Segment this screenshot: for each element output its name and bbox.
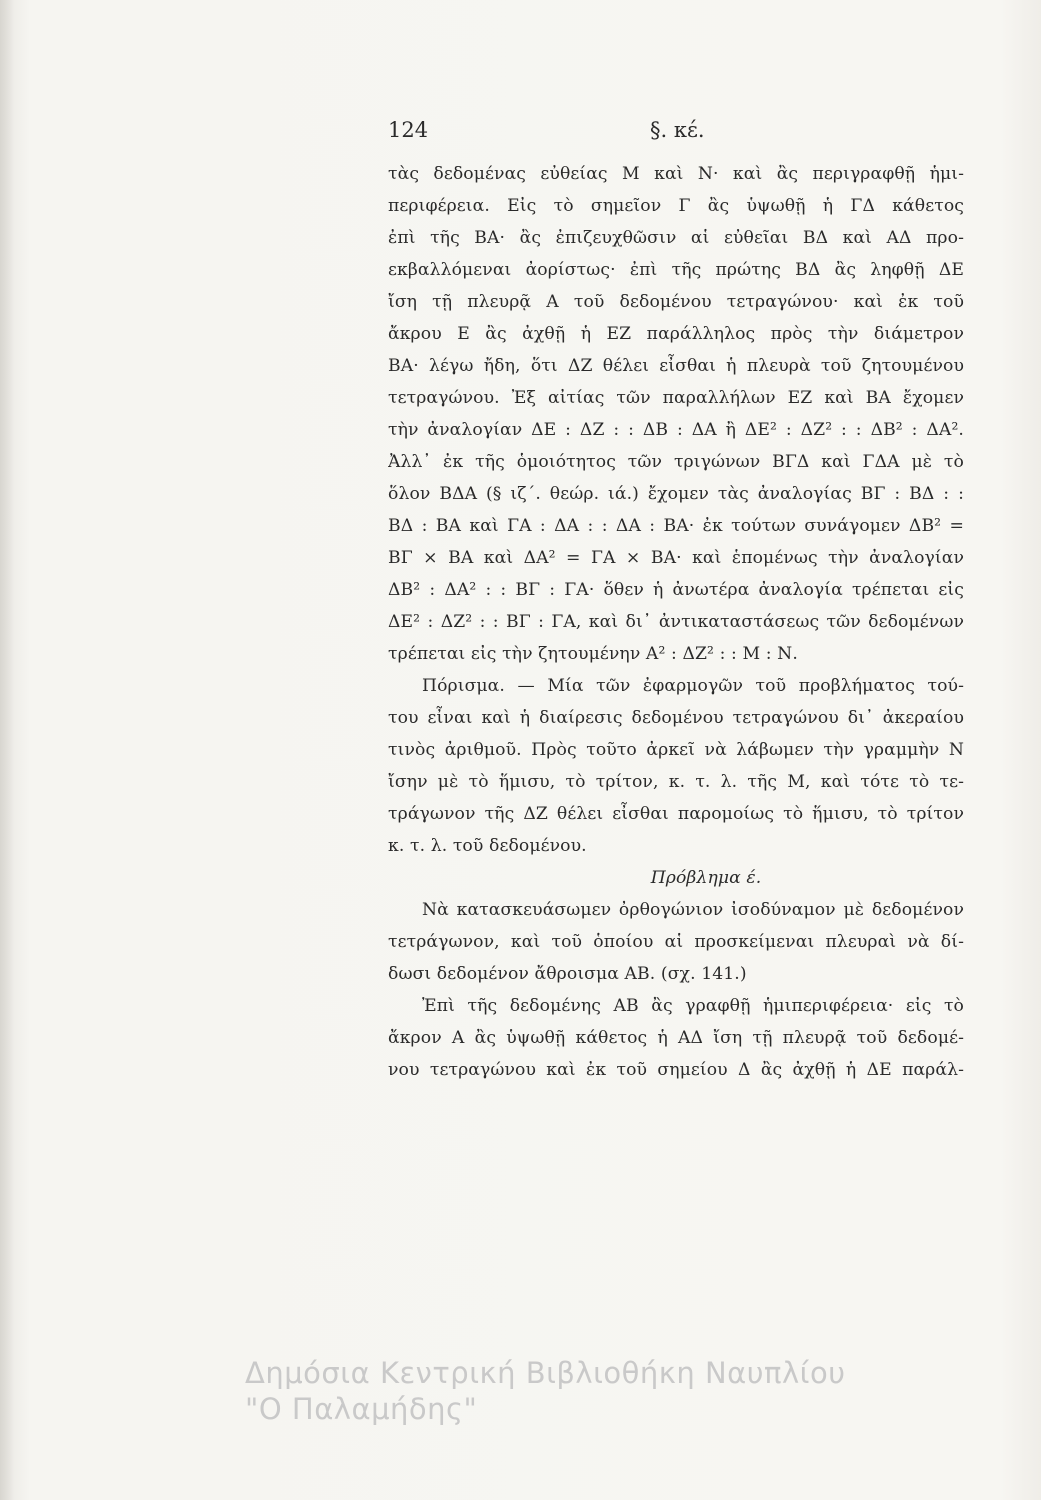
text-line: περιφέρεια. Εἰς τὸ σημεῖον Γ ἂς ὑψωθῇ ἡ ΓΔ κάθετος [388,196,964,216]
text-line: του εἶναι καὶ ἡ διαίρεσις δεδομένου τετραγώνου δι᾿ ἀκεραίου [388,708,964,728]
text-line: νου τετραγώνου καὶ ἐκ τοῦ σημείου Δ ἂς ἀχθῇ ἡ ΔΕ παράλ- [388,1060,964,1080]
page-header [388,118,768,148]
corollary-start-line: Πόρισμα. — Μία τῶν ἐφαρμογῶν τοῦ προβλήματος τού- [422,676,964,696]
body-text [388,158,964,1086]
text-line: τράγωνον τῆς ΔΖ θέλει εἶσθαι παρομοίως τὸ ἥμισυ, τὸ τρίτον [388,804,964,824]
text-line: τὴν ἀναλογίαν ΔΕ : ΔΖ : : ΔΒ : ΔΑ ἢ ΔΕ² : ΔΖ² : : ΔΒ² : ΔΑ². [388,420,964,440]
text-line: ΔΕ² : ΔΖ² : : ΒΓ : ΓΑ, καὶ δι᾿ ἀντικαταστάσεως τῶν δεδομένων [388,612,964,632]
text-line: τινὸς ἀριθμοῦ. Πρὸς τοῦτο ἀρκεῖ νὰ λάβωμεν τὴν γραμμὴν Ν [388,740,964,760]
text-line: εκβαλλόμεναι ἀορίστως· ἐπὶ τῆς πρώτης ΒΔ ἂς ληφθῇ ΔΕ [388,260,964,280]
section-heading: §. κέ. [650,118,705,142]
text-line: ΒΔ : ΒΑ καὶ ΓΑ : ΔΑ : : ΔΑ : ΒΑ· ἐκ τούτων συνάγομεν ΔΒ² = [388,516,964,536]
text-line: ἴσην μὲ τὸ ἥμισυ, τὸ τρίτον, κ. τ. λ. τῆς Μ, καὶ τότε τὸ τε- [388,772,964,792]
text-line: τετραγώνου. Ἐξ αἰτίας τῶν παραλλήλων ΕΖ καὶ ΒΑ ἔχομεν [388,388,964,408]
text-line: ἴση τῇ πλευρᾷ Α τοῦ δεδομένου τετραγώνου· καὶ ἐκ τοῦ [388,292,964,312]
problem-heading: Πρόβλημα έ. [650,868,762,888]
text-line: Ἀλλ᾿ ἐκ τῆς ὁμοιότητος τῶν τριγώνων ΒΓΔ καὶ ΓΔΑ μὲ τὸ [388,452,964,472]
library-watermark [245,1355,1005,1427]
text-line: Ἐπὶ τῆς δεδομένης ΑΒ ἂς γραφθῇ ἡμιπεριφέρεια· εἰς τὸ [422,996,964,1016]
text-line: δωσι δεδομένον ἄθροισμα ΑΒ. (σχ. 141.) [388,964,747,984]
text-line: τρέπεται εἰς τὴν ζητουμένην Α² : ΔΖ² : : Μ : Ν. [388,644,798,664]
text-line: ΒΓ × ΒΑ καὶ ΔΑ² = ΓΑ × ΒΑ· καὶ ἑπομένως τὴν ἀναλογίαν [388,548,964,568]
page-edge-shadow [0,0,14,1500]
text-line: ἄκρου Ε ἂς ἀχθῇ ἡ ΕΖ παράλληλος πρὸς τὴν διάμετρον [388,324,964,344]
text-line: τὰς δεδομένας εὐθείας Μ καὶ Ν· καὶ ἂς περιγραφθῇ ἡμι- [388,164,964,184]
text-line: ὅλον ΒΔΑ (§ ιζ΄. θεώρ. ιά.) ἔχομεν τὰς ἀναλογίας ΒΓ : ΒΔ : : [388,484,964,504]
text-line: τετράγωνον, καὶ τοῦ ὁποίου αἱ προσκείμεναι πλευραὶ νὰ δί- [388,932,964,952]
text-line: ἐπὶ τῆς ΒΑ· ἂς ἐπιζευχθῶσιν αἱ εὐθεῖαι ΒΔ καὶ ΑΔ προ- [388,228,964,248]
watermark-line-1: Δημόσια Κεντρική Βιβλιοθήκη Ναυπλίου [245,1356,846,1390]
text-line: ΔΒ² : ΔΑ² : : ΒΓ : ΓΑ· ὅθεν ἡ ἀνωτέρα ἀναλογία τρέπεται εἰς [388,580,964,600]
watermark-line-2: "Ο Παλαμήδης" [245,1392,478,1426]
text-line: ἄκρον Α ἂς ὑψωθῇ κάθετος ἡ ΑΔ ἴση τῇ πλευρᾷ τοῦ δεδομέ- [388,1028,964,1048]
text-line: ΒΑ· λέγω ἤδη, ὅτι ΔΖ θέλει εἶσθαι ἡ πλευρὰ τοῦ ζητουμένου [388,356,964,376]
text-line: κ. τ. λ. τοῦ δεδομένου. [388,836,587,856]
problem-statement-line: Νὰ κατασκευάσωμεν ὀρθογώνιον ἰσοδύναμον μὲ δεδομένον [422,900,964,920]
page-number: 124 [388,118,429,142]
